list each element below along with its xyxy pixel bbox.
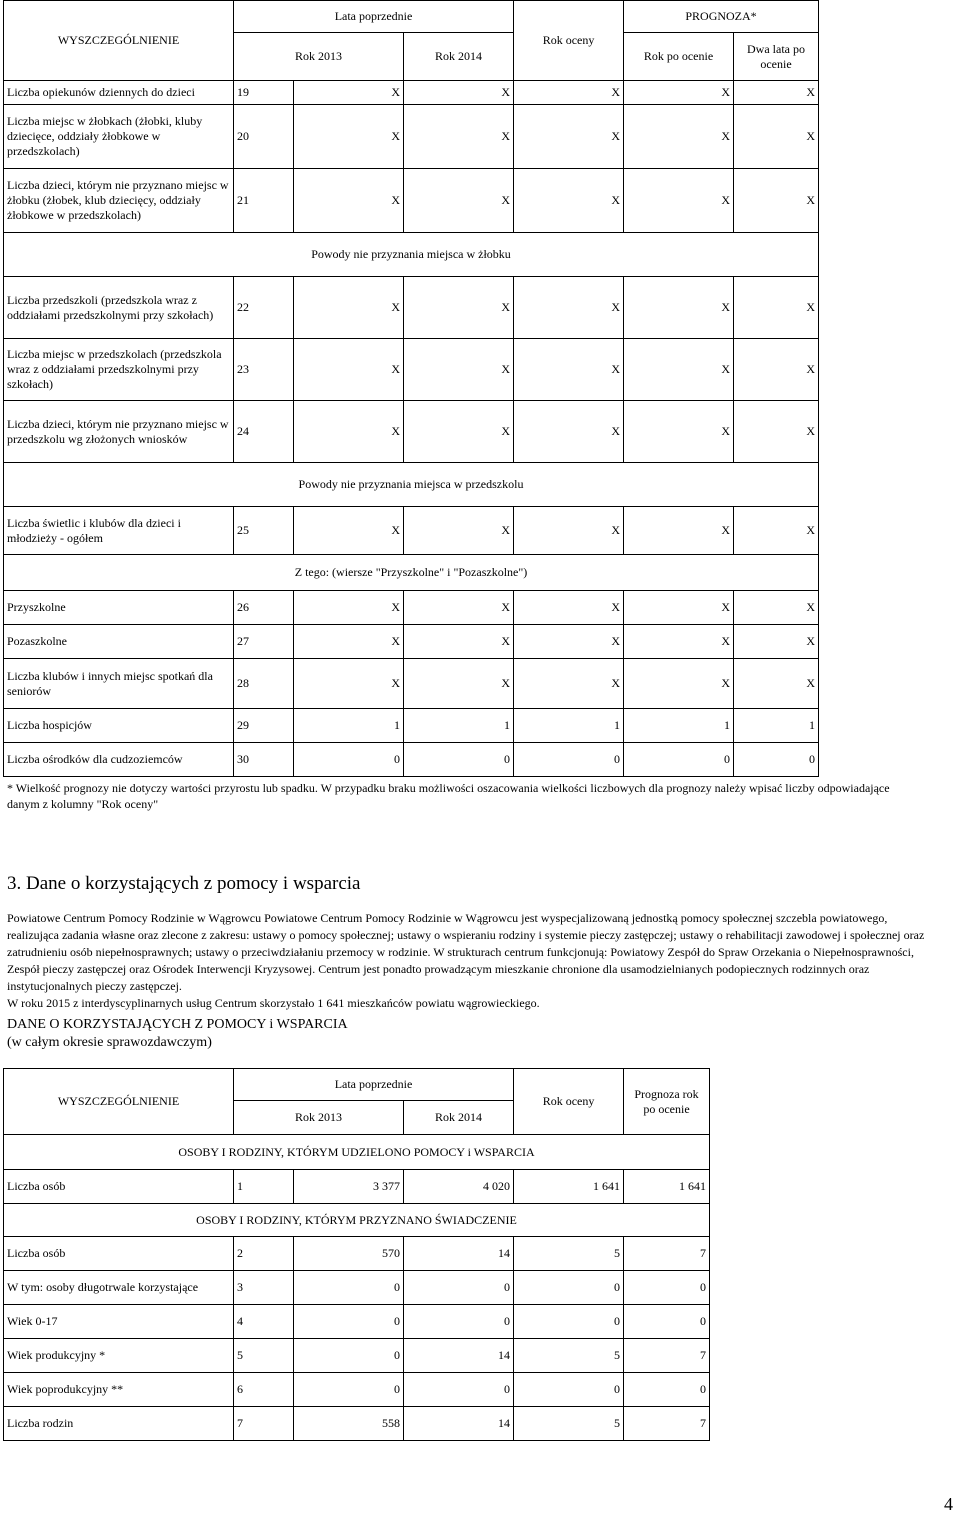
- row-value: X: [624, 625, 734, 659]
- table-row: [4, 105, 819, 169]
- header-rok-2014: Rok 2014: [404, 33, 514, 81]
- row-value: 0: [624, 743, 734, 777]
- row-label: Liczba ośrodków dla cudzoziemców: [4, 743, 234, 777]
- section-heading: Powody nie przyznania miejsca w żłobku: [4, 233, 819, 277]
- row-value: 0: [734, 743, 819, 777]
- row-number: 19: [234, 81, 294, 105]
- row-value: X: [734, 277, 819, 339]
- table-row: [4, 1407, 710, 1441]
- section-row: [4, 463, 819, 507]
- row-value: X: [294, 625, 404, 659]
- row-value: X: [624, 169, 734, 233]
- table-row: [4, 1373, 710, 1407]
- header-rok-2014: Rok 2014: [404, 1101, 514, 1135]
- row-value: 0: [404, 1271, 514, 1305]
- row-value: X: [734, 625, 819, 659]
- row-value: X: [734, 591, 819, 625]
- row-value: X: [624, 401, 734, 463]
- row-label: Wiek 0-17: [4, 1305, 234, 1339]
- row-value: X: [514, 401, 624, 463]
- row-value: X: [734, 105, 819, 169]
- row-label: Liczba hospicjów: [4, 709, 234, 743]
- table-row: [4, 1237, 710, 1271]
- row-value: 1: [624, 709, 734, 743]
- row-value: X: [294, 507, 404, 555]
- row-number: 2: [234, 1237, 294, 1271]
- table-row: [4, 743, 819, 777]
- row-value: X: [514, 277, 624, 339]
- table-row: [4, 1305, 710, 1339]
- header-rok-po-ocenie: Rok po ocenie: [624, 33, 734, 81]
- header-lata-poprzednie: Lata poprzednie: [234, 1, 514, 33]
- section-row: [4, 1204, 710, 1237]
- row-number: 23: [234, 339, 294, 401]
- row-value: X: [624, 591, 734, 625]
- row-label: W tym: osoby długotrwale korzystające: [4, 1271, 234, 1305]
- row-value: 558: [294, 1407, 404, 1441]
- row-value: X: [624, 105, 734, 169]
- row-value: X: [734, 659, 819, 709]
- row-label: Liczba świetlic i klubów dla dzieci i młodzieży - ogółem: [4, 507, 234, 555]
- row-value: 14: [404, 1237, 514, 1271]
- table-row: [4, 169, 819, 233]
- section-heading: Powody nie przyznania miejsca w przedszkolu: [4, 463, 819, 507]
- row-value: 0: [404, 743, 514, 777]
- row-number: 29: [234, 709, 294, 743]
- row-number: 26: [234, 591, 294, 625]
- row-value: 1 641: [514, 1170, 624, 1204]
- row-value: 0: [294, 743, 404, 777]
- row-label: Liczba miejsc w przedszkolach (przedszkola wraz z oddziałami przedszkolnymi przy szkołach): [4, 339, 234, 401]
- row-number: 28: [234, 659, 294, 709]
- row-value: X: [734, 401, 819, 463]
- header-prognoza: Prognoza rok po ocenie: [624, 1069, 710, 1135]
- row-value: X: [734, 169, 819, 233]
- row-number: 20: [234, 105, 294, 169]
- row-label: Liczba osób: [4, 1237, 234, 1271]
- row-value: 0: [404, 1305, 514, 1339]
- section-heading: OSOBY I RODZINY, KTÓRYM PRZYZNANO ŚWIADCZENIE: [4, 1204, 710, 1237]
- row-value: X: [404, 339, 514, 401]
- row-value: X: [514, 659, 624, 709]
- row-value: 14: [404, 1339, 514, 1373]
- section-heading: Z tego: (wiersze "Przyszkolne" i "Pozaszkolne"): [4, 555, 819, 591]
- header-prognoza: PROGNOZA*: [624, 1, 819, 33]
- row-value: X: [514, 105, 624, 169]
- row-value: X: [734, 507, 819, 555]
- row-value: 0: [514, 1271, 624, 1305]
- row-value: X: [404, 507, 514, 555]
- row-value: 5: [514, 1237, 624, 1271]
- table-row: [4, 1170, 710, 1204]
- row-value: 4 020: [404, 1170, 514, 1204]
- row-value: 0: [624, 1373, 710, 1407]
- row-number: 1: [234, 1170, 294, 1204]
- header-wyszczegolnienie: WYSZCZEGÓLNIENIE: [4, 1069, 234, 1135]
- row-value: 0: [514, 743, 624, 777]
- row-value: X: [404, 81, 514, 105]
- row-value: X: [624, 507, 734, 555]
- row-value: 0: [624, 1271, 710, 1305]
- row-value: X: [404, 277, 514, 339]
- row-value: 0: [294, 1271, 404, 1305]
- section-3-paragraph: Powiatowe Centrum Pomocy Rodzinie w Wągrowcu Powiatowe Centrum Pomocy Rodzinie w Wągrowcu jest wyspecjalizowaną jednostką pomocy społecznej szczebla powiatowego, realizująca zadania własne oraz zlecone z zakresu: ustawy o pomocy społecznej; ustawy o wspieraniu rodziny i systemie pieczy zastępczej; ustawy o rehabilitacji zawodowej i społecznej oraz zatrudnieniu osób niepełnosprawnych; ustawy o przeciwdziałaniu przemocy w rodzinie. W strukturach centrum funkcjonują: Powiatowy Zespół do Spraw Orzekania o Niepełnosprawności, Zespół pieczy zastępczej oraz Ośrodek Interwencji Kryzysowej. Centrum jest ponadto prowadzącym mieszkanie chronione dla usamodzielnianych podopiecznych rodzinnych oraz instytucjonalnych pieczy zastępczej.: [7, 911, 925, 993]
- table-row: [4, 401, 819, 463]
- row-value: 7: [624, 1407, 710, 1441]
- row-label: Liczba opiekunów dziennych do dzieci: [4, 81, 234, 105]
- header-rok-oceny: Rok oceny: [514, 1, 624, 81]
- header-lata-poprzednie: Lata poprzednie: [234, 1069, 514, 1101]
- row-number: 21: [234, 169, 294, 233]
- dane-title-line-2: (w całym okresie sprawozdawczym): [7, 1035, 212, 1050]
- row-value: 5: [514, 1407, 624, 1441]
- row-value: X: [404, 401, 514, 463]
- row-value: 5: [514, 1339, 624, 1373]
- header-rok-2013: Rok 2013: [234, 1101, 404, 1135]
- row-value: X: [514, 507, 624, 555]
- needs-table: [3, 0, 819, 777]
- row-value: X: [514, 591, 624, 625]
- row-value: X: [294, 339, 404, 401]
- needs-table-body: [4, 81, 819, 777]
- table-row: [4, 507, 819, 555]
- row-value: X: [294, 105, 404, 169]
- row-label: Przyszkolne: [4, 591, 234, 625]
- header-dwa-lata: Dwa lata po ocenie: [734, 33, 819, 81]
- section-heading: OSOBY I RODZINY, KTÓRYM UDZIELONO POMOCY i WSPARCIA: [4, 1135, 710, 1170]
- row-label: Liczba klubów i innych miejsc spotkań dla seniorów: [4, 659, 234, 709]
- row-value: X: [404, 659, 514, 709]
- row-value: X: [624, 339, 734, 401]
- row-value: X: [294, 659, 404, 709]
- row-value: 570: [294, 1237, 404, 1271]
- row-value: X: [294, 81, 404, 105]
- section-3-title: 3. Dane o korzystających z pomocy i wsparcia: [7, 873, 361, 894]
- row-value: X: [624, 659, 734, 709]
- row-label: Liczba miejsc w żłobkach (żłobki, kluby dziecięce, oddziały żłobkowe w przedszkolach): [4, 105, 234, 169]
- row-value: X: [294, 169, 404, 233]
- table-row: [4, 709, 819, 743]
- row-value: X: [404, 105, 514, 169]
- row-number: 7: [234, 1407, 294, 1441]
- header-rok-oceny: Rok oceny: [514, 1069, 624, 1135]
- row-label: Liczba przedszkoli (przedszkola wraz z oddziałami przedszkolnymi przy szkołach): [4, 277, 234, 339]
- row-value: X: [734, 339, 819, 401]
- row-label: Wiek produkcyjny *: [4, 1339, 234, 1373]
- row-number: 27: [234, 625, 294, 659]
- row-label: Liczba osób: [4, 1170, 234, 1204]
- row-number: 24: [234, 401, 294, 463]
- dane-title: [7, 1016, 507, 1052]
- row-number: 4: [234, 1305, 294, 1339]
- row-number: 30: [234, 743, 294, 777]
- row-value: 7: [624, 1237, 710, 1271]
- table-row: [4, 591, 819, 625]
- row-label: Pozaszkolne: [4, 625, 234, 659]
- row-number: 3: [234, 1271, 294, 1305]
- table-row: [4, 339, 819, 401]
- dane-title-line-1: DANE O KORZYSTAJĄCYCH Z POMOCY i WSPARCIA: [7, 1017, 348, 1032]
- row-label: Liczba dzieci, którym nie przyznano miejsc w żłobku (żłobek, klub dziecięcy, oddziały żłobkowe w przedszkolach): [4, 169, 234, 233]
- row-value: X: [734, 81, 819, 105]
- row-label: Liczba dzieci, którym nie przyznano miejsc w przedszkolu wg złożonych wniosków: [4, 401, 234, 463]
- row-number: 25: [234, 507, 294, 555]
- row-value: X: [514, 625, 624, 659]
- table-row: [4, 81, 819, 105]
- row-value: 0: [294, 1305, 404, 1339]
- header-wyszczegolnienie: WYSZCZEGÓLNIENIE: [4, 1, 234, 81]
- row-value: X: [514, 81, 624, 105]
- row-label: Liczba rodzin: [4, 1407, 234, 1441]
- header-rok-2013: Rok 2013: [234, 33, 404, 81]
- row-value: 0: [294, 1339, 404, 1373]
- beneficiaries-table-body: [4, 1135, 710, 1441]
- row-value: X: [624, 277, 734, 339]
- row-value: 1 641: [624, 1170, 710, 1204]
- row-value: X: [624, 81, 734, 105]
- row-number: 5: [234, 1339, 294, 1373]
- row-value: 14: [404, 1407, 514, 1441]
- footnote: * Wielkość prognozy nie dotyczy wartości przyrostu lub spadku. W przypadku braku możliwości oszacowania wielkości liczbowych dla prognozy należy wpisać liczby odpowiadające danym z kolumny "Rok oceny": [7, 781, 890, 811]
- row-value: 1: [734, 709, 819, 743]
- row-value: X: [514, 169, 624, 233]
- table-row: [4, 1339, 710, 1373]
- table-row: [4, 1271, 710, 1305]
- row-value: X: [514, 339, 624, 401]
- row-value: X: [404, 169, 514, 233]
- row-value: X: [404, 591, 514, 625]
- row-value: X: [294, 591, 404, 625]
- row-value: X: [294, 277, 404, 339]
- section-row: [4, 233, 819, 277]
- row-value: 0: [404, 1373, 514, 1407]
- row-value: X: [294, 401, 404, 463]
- table-row: [4, 625, 819, 659]
- row-value: 3 377: [294, 1170, 404, 1204]
- row-value: 0: [294, 1373, 404, 1407]
- table-row: [4, 277, 819, 339]
- page-number: 4: [944, 1494, 953, 1514]
- row-label: Wiek poprodukcyjny **: [4, 1373, 234, 1407]
- row-value: 0: [514, 1373, 624, 1407]
- row-value: 1: [514, 709, 624, 743]
- section-row: [4, 555, 819, 591]
- row-number: 6: [234, 1373, 294, 1407]
- row-value: 1: [294, 709, 404, 743]
- row-value: 1: [404, 709, 514, 743]
- table-row: [4, 659, 819, 709]
- section-3-text: [7, 910, 942, 1012]
- row-value: X: [404, 625, 514, 659]
- row-number: 22: [234, 277, 294, 339]
- beneficiaries-table: [3, 1068, 710, 1441]
- row-value: 0: [624, 1305, 710, 1339]
- section-3-paragraph: W roku 2015 z interdyscyplinarnych usług Centrum skorzystało 1 641 mieszkańców powiatu wągrowieckiego.: [7, 996, 540, 1010]
- row-value: 0: [514, 1305, 624, 1339]
- row-value: 7: [624, 1339, 710, 1373]
- section-row: [4, 1135, 710, 1170]
